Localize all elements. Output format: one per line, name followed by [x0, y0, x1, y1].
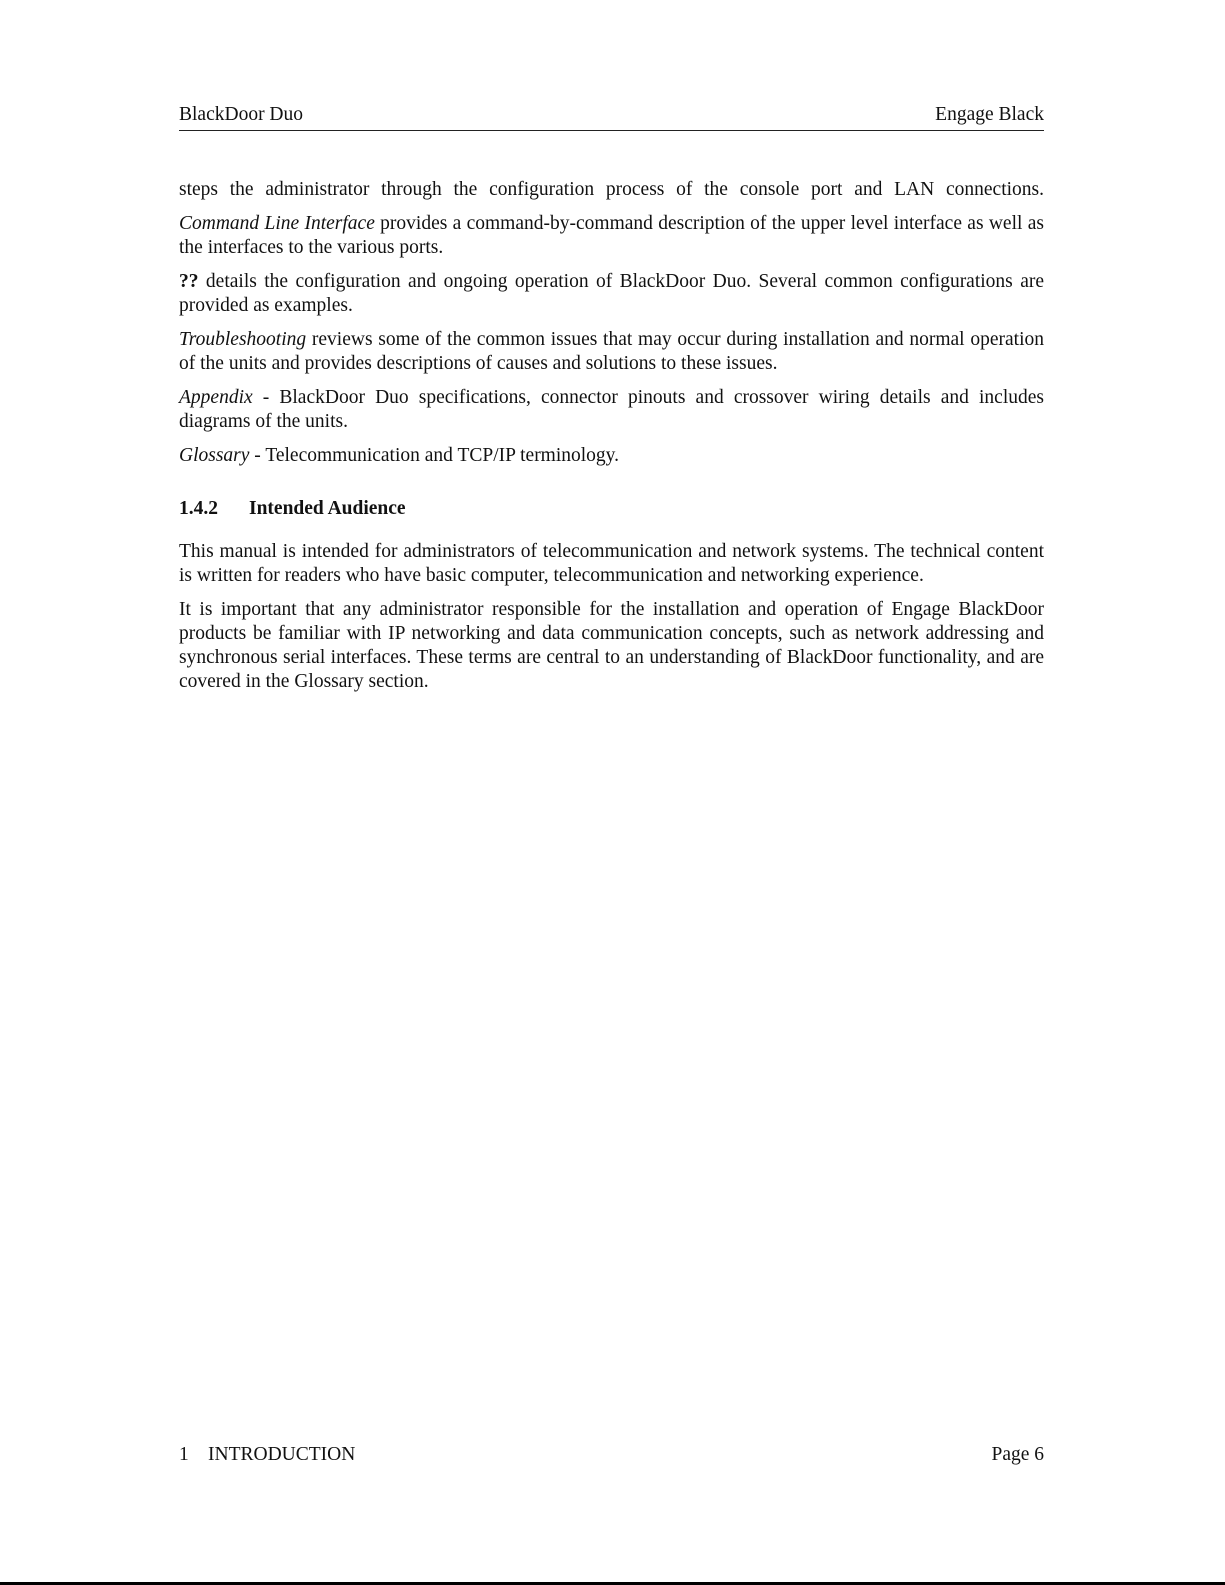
running-header: [179, 103, 1044, 131]
paragraph-appendix: [179, 386, 1044, 434]
section-heading: [179, 497, 1044, 521]
chapter-reference-appendix: Appendix: [179, 387, 253, 408]
section-number: 1.4.2: [179, 498, 218, 519]
paragraph-requirements: It is important that any administrator responsible for the installation and operation of Engage BlackDoor products be familiar with IP networking and data communication concepts, such as network addressing and synchronous serial interfaces. These terms are central to an understanding of BlackDoor functionality, and are covered in the Glossary section.: [179, 599, 1044, 692]
paragraph-console-config: steps the administrator through the configuration process of the console port and LAN connections.: [179, 179, 1044, 200]
section-title: Intended Audience: [249, 498, 406, 519]
paragraph-text: - Telecommunication and TCP/IP terminology.: [249, 445, 620, 466]
chapter-reference-troubleshooting: Troubleshooting: [179, 329, 307, 350]
chapter-reference-cli: Command Line Interface: [179, 213, 375, 234]
unresolved-reference: ??: [179, 271, 199, 292]
paragraph-audience: This manual is intended for administrators of telecommunication and network systems. The technical content is written for readers who have basic computer, telecommunication and networking experience.: [179, 541, 1044, 586]
paragraph-troubleshooting: [179, 328, 1044, 376]
footer-section: [179, 1443, 355, 1467]
page-number: Page 6: [991, 1444, 1044, 1465]
header-document-title: BlackDoor Duo: [179, 104, 304, 125]
page-body: [179, 178, 1044, 704]
paragraph-command-line-interface: [179, 212, 1044, 260]
header-company-name: Engage Black: [935, 104, 1044, 125]
paragraph-text: reviews some of the common issues that may occur during installation and normal operation of the units and provides descriptions of causes and solutions to these issues.: [179, 329, 1044, 374]
paragraph-text: provides a command-by-command description of the upper level interface as well as the interfaces to the various ports.: [179, 213, 1044, 258]
running-footer: [179, 1443, 1044, 1467]
paragraph-text: details the configuration and ongoing operation of BlackDoor Duo. Several common configurations are provided as examples.: [179, 271, 1044, 316]
paragraph-configuration: [179, 270, 1044, 318]
footer-section-title: INTRODUCTION: [208, 1444, 356, 1465]
paragraph-glossary: [179, 444, 1044, 468]
chapter-reference-glossary: Glossary: [179, 445, 250, 466]
footer-section-number: 1: [179, 1444, 189, 1465]
paragraph-text: - BlackDoor Duo specifications, connector pinouts and crossover wiring details and includes diagrams of the units.: [179, 387, 1044, 432]
